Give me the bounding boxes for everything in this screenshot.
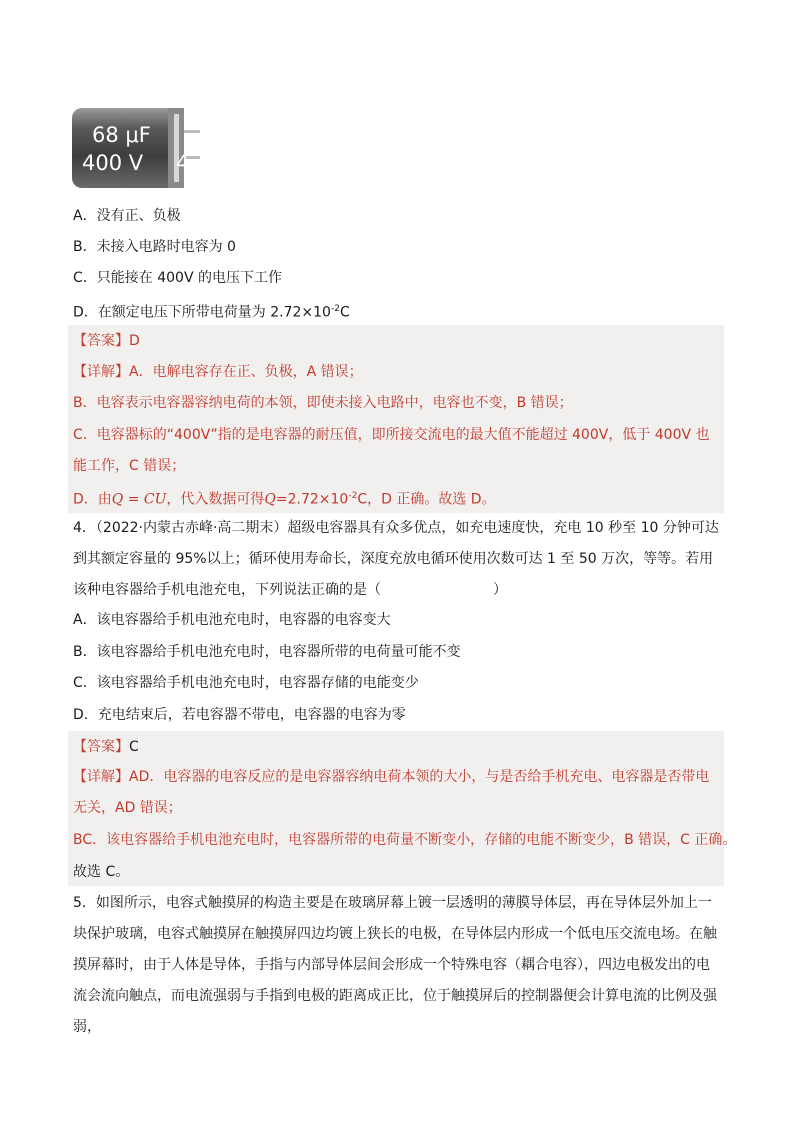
q3-option-d: D．在额定电压下所带电荷量为 $2.72\times 10^{-2}C$ <box>73 304 350 321</box>
q3-answer-block <box>68 325 724 513</box>
q5-stem: 5．如图所示，电容式触摸屏的构造主要是在玻璃屏幕上镀一层透明的薄膜导体层，再在导体层外加上一块保护玻璃，电容式触摸屏在触摸屏四边均镀上狭长的电极，在导体层内形成一个低电压交流电场。在触摸屏幕时，由于人体是导体，手指与内部导体层间会形成一个特殊电容（耦合电容），四边电极发出的电流会流向触点，而电流强弱与手指到电极的距离成正比，位于触摸屏后的控制器便会计算电流的比例及强弱， <box>73 895 717 1035</box>
q3-detail-a: 【详解】A．电解电容存在正、负极，A 错误； <box>73 364 363 380</box>
q4-stem: 4．（2022·内蒙古赤峰·高二期末）超级电容器具有众多优点，如充电速度快，充电 10 秒至 10 分钟可达到其额定容量的 95%以上；循环使用寿命长，深度充放电循环使用次数可达 1 至 50 万次，等等。若用该种电容器给手机电池充电，下列说法正确的是（ ） <box>73 520 719 598</box>
q4-option-b: B．该电容器给手机电池充电时，电容器所带的电荷量可能不变 <box>73 644 461 660</box>
q4-detail-ad: 【详解】AD．电容器的电容反应的是电容器容纳电荷本领的大小，与是否给手机充电、电容器是否带电无关，AD 错误； <box>73 769 710 816</box>
q3-detail-d: D．由Q = CU，代入数据可得$Q=2.72\times 10^{-2}C$，D 正确。故选 D。 <box>73 491 496 508</box>
voltage-label: 400 V <box>82 151 144 175</box>
extra-mark: 4 <box>176 151 190 175</box>
q4-conclusion: 故选 C。 <box>73 864 130 880</box>
q3-option-b: B．未接入电路时电容为 0 <box>73 239 236 255</box>
q3-option-c: C．只能接在 400V 的电压下工作 <box>73 270 282 286</box>
q3-detail-b: B．电容表示电容器容纳电荷的本领，即使未接入电路中，电容也不变，B 错误； <box>73 395 573 411</box>
q4-option-d: D．充电结束后，若电容器不带电，电容器的电容为零 <box>73 707 406 723</box>
q4-detail-bc: BC．该电容器给手机电池充电时，电容器所带的电荷量不断变小，存储的电能不断变少，B 错误，C 正确。 <box>73 832 737 848</box>
q3-detail-c: C．电容器标的“400V”指的是电容器的耐压值，即所接交流电的最大值不能超过 400V，低于 400V 也能工作，C 错误； <box>73 427 710 474</box>
capacitance-label: 68 μF <box>92 123 151 147</box>
capacitor-photo <box>72 104 202 190</box>
q4-answer: 【答案】C <box>73 739 139 755</box>
q3-option-a: A．没有正、负极 <box>73 208 181 224</box>
q4-option-c: C．该电容器给手机电池充电时，电容器存储的电能变少 <box>73 675 419 691</box>
q3-answer: 【答案】D <box>73 333 140 349</box>
q4-option-a: A．该电容器给手机电池充电时，电容器的电容变大 <box>73 612 391 628</box>
